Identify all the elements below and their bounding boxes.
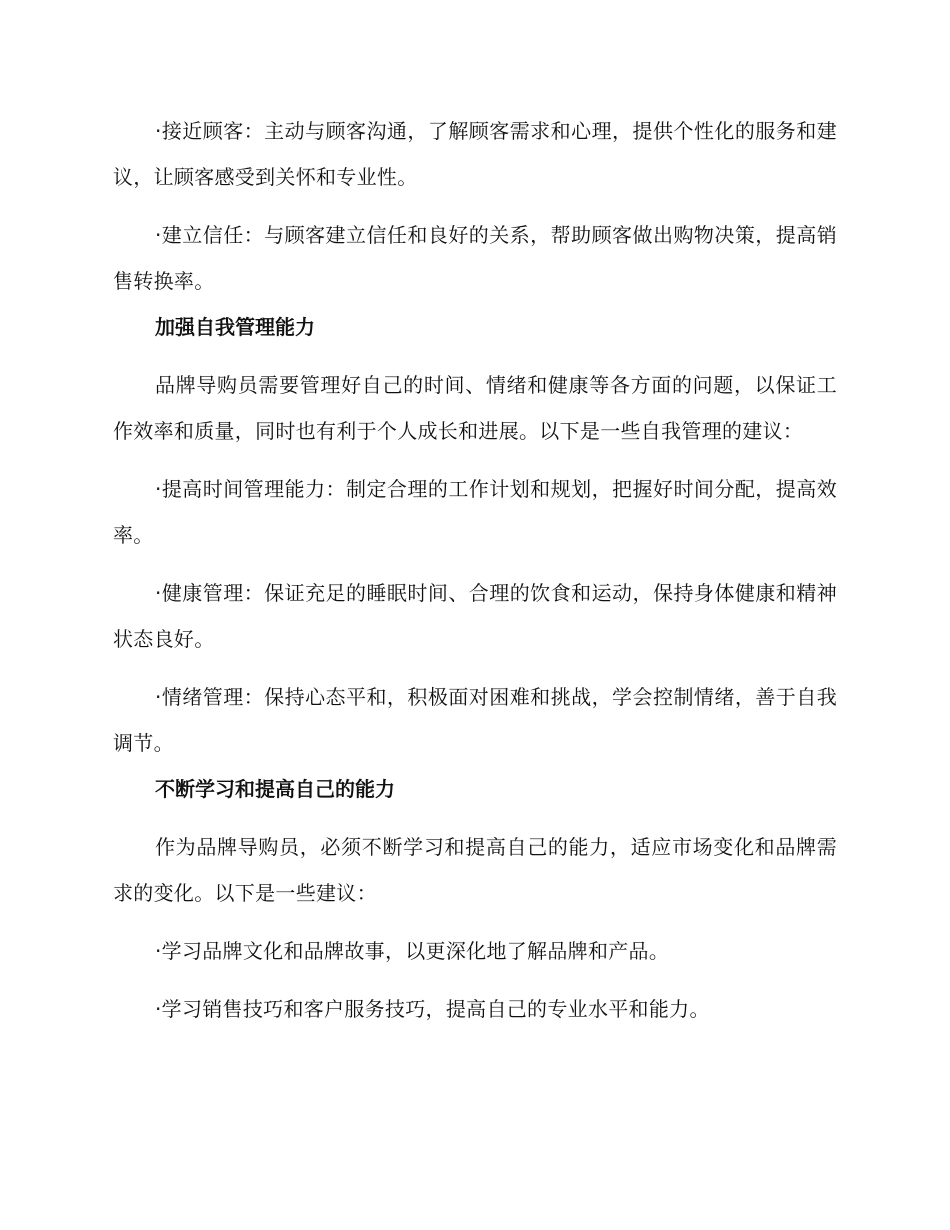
paragraph-learning-intro: 作为品牌导购员，必须不断学习和提高自己的能力，适应市场变化和品牌需求的变化。以下是一些建议： xyxy=(113,835,837,905)
bullet-build-trust: ·建立信任：与顾客建立信任和良好的关系，帮助顾客做出购物决策，提高销售转换率。 xyxy=(113,223,837,293)
paragraph-self-management-intro: 品牌导购员需要管理好自己的时间、情绪和健康等各方面的问题，以保证工作效率和质量，同时也有利于个人成长和进展。以下是一些自我管理的建议： xyxy=(113,373,837,443)
bullet-time-management: ·提高时间管理能力：制定合理的工作计划和规划，把握好时间分配，提高效率。 xyxy=(113,477,837,547)
section-heading-self-management: 加强自我管理能力 xyxy=(155,315,315,339)
bullet-emotion-management: ·情绪管理：保持心态平和，积极面对困难和挑战，学会控制情绪，善于自我调节。 xyxy=(113,685,837,755)
bullet-learn-brand-culture: ·学习品牌文化和品牌故事，以更深化地了解品牌和产品。 xyxy=(155,939,670,963)
bullet-approach-customer: ·接近顾客：主动与顾客沟通，了解顾客需求和心理，提供个性化的服务和建议，让顾客感受到关怀和专业性。 xyxy=(113,119,837,189)
document-body xyxy=(113,108,837,1032)
bullet-health-management: ·健康管理：保证充足的睡眠时间、合理的饮食和运动，保持身体健康和精神状态良好。 xyxy=(113,581,837,651)
section-heading-continuous-learning: 不断学习和提高自己的能力 xyxy=(155,777,395,801)
bullet-learn-sales-skills: ·学习销售技巧和客户服务技巧，提高自己的专业水平和能力。 xyxy=(155,997,710,1021)
